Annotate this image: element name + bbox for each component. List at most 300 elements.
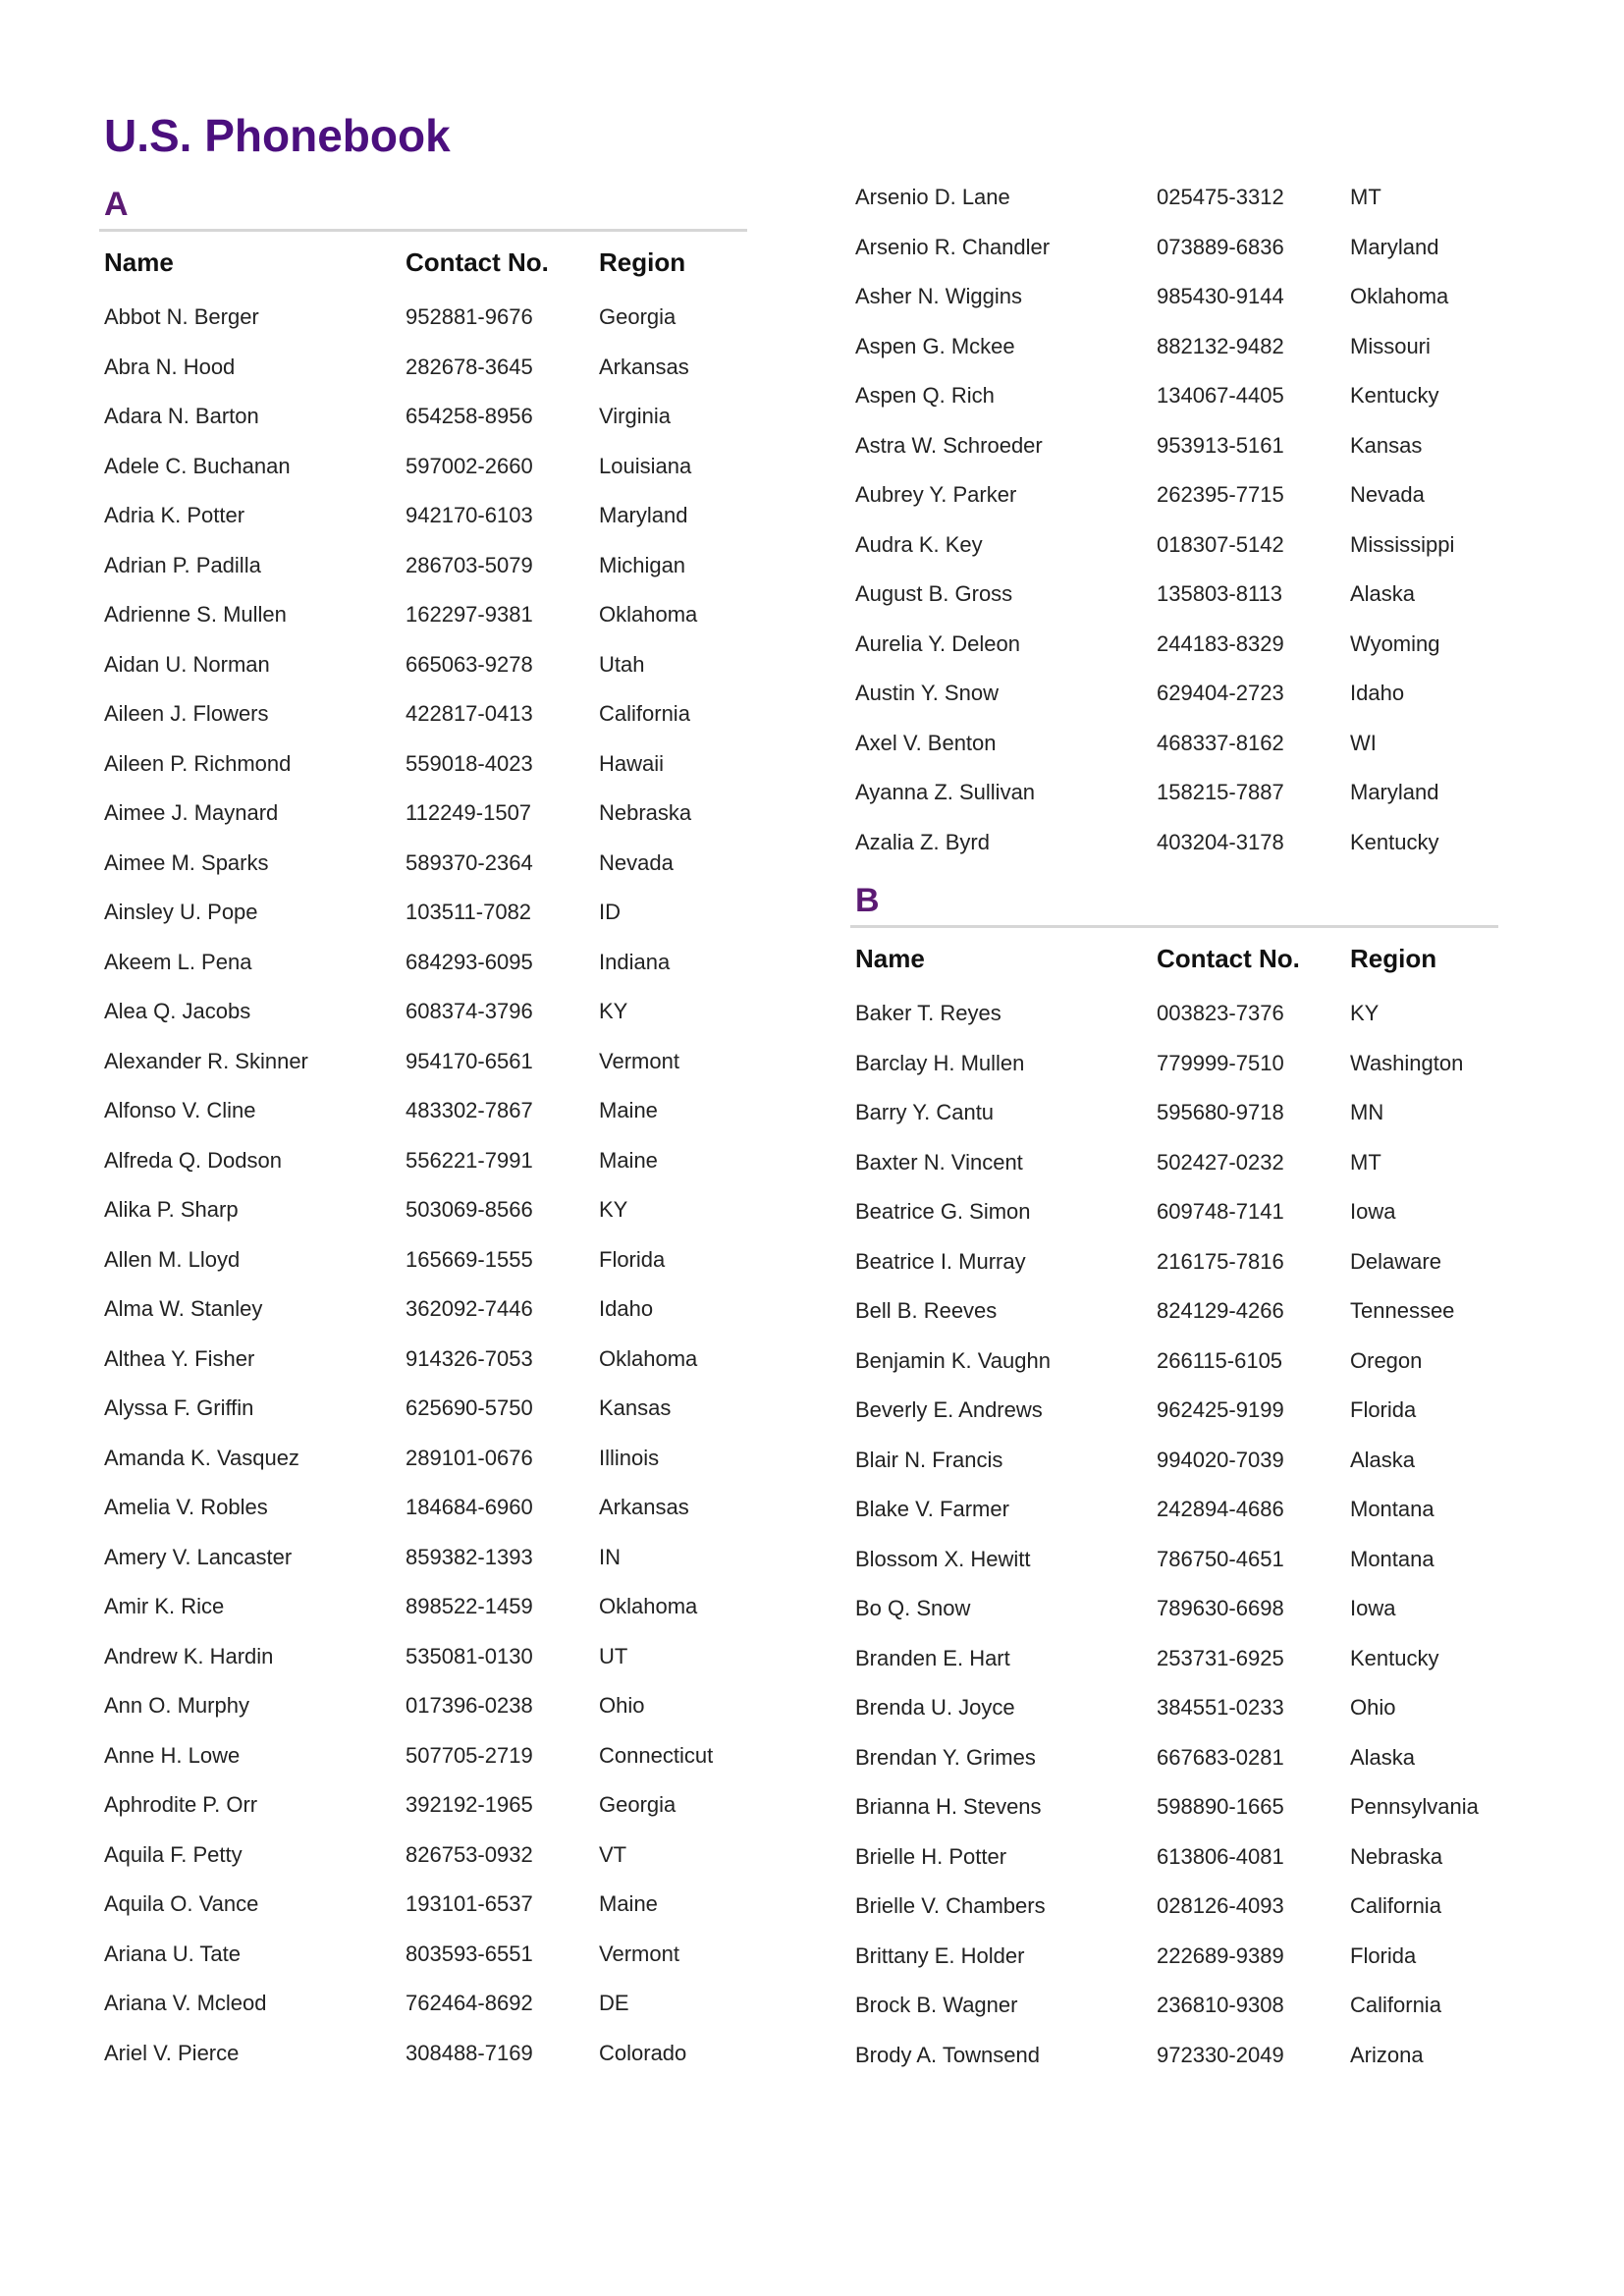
table-row [850, 989, 1498, 1039]
contact-name: Adrian P. Padilla [104, 552, 261, 577]
contact-region: Maryland [599, 503, 688, 528]
contact-number: 025475-3312 [1157, 185, 1284, 210]
contact-number: 184684-6960 [406, 1495, 533, 1520]
contact-number: 608374-3796 [406, 999, 533, 1024]
table-row [99, 938, 747, 988]
contact-number: 502427-0232 [1157, 1149, 1284, 1175]
contact-region: Georgia [599, 1792, 677, 1818]
table-row [850, 669, 1498, 719]
contact-name: Beatrice G. Simon [855, 1199, 1031, 1225]
contact-number: 262395-7715 [1157, 482, 1284, 508]
table-row [850, 1733, 1498, 1783]
contact-name: Aubrey Y. Parker [855, 482, 1017, 508]
contact-region: Nevada [1350, 482, 1425, 508]
contact-number: 882132-9482 [1157, 333, 1284, 358]
contact-name: Brittany E. Holder [855, 1942, 1025, 1968]
table-row [99, 1979, 747, 2029]
contact-name: Beverly E. Andrews [855, 1397, 1043, 1423]
contact-region: Oklahoma [599, 1594, 698, 1619]
section-header-a: A [99, 177, 747, 232]
contact-name: Amir K. Rice [104, 1594, 225, 1619]
table-row [99, 1037, 747, 1087]
contact-region: Washington [1350, 1050, 1464, 1075]
column-header-name: Name [855, 943, 925, 973]
contact-name: Baker T. Reyes [855, 1001, 1001, 1026]
table-row [99, 590, 747, 640]
table-row [99, 1185, 747, 1235]
contact-region: Wyoming [1350, 630, 1440, 656]
contact-region: Kansas [599, 1395, 672, 1421]
contact-name: Anne H. Lowe [104, 1742, 241, 1768]
right-column [850, 173, 1498, 2080]
contact-name: Abra N. Hood [104, 354, 236, 379]
table-row [850, 1088, 1498, 1138]
contact-number: 216175-7816 [1157, 1248, 1284, 1274]
contact-name: Arsenio D. Lane [855, 185, 1010, 210]
contact-number: 158215-7887 [1157, 780, 1284, 805]
contact-name: Bell B. Reeves [855, 1298, 998, 1324]
contact-region: Ohio [1350, 1695, 1396, 1721]
table-row [850, 620, 1498, 670]
contact-region: KY [599, 999, 628, 1024]
table-row [850, 223, 1498, 273]
table-row [99, 293, 747, 343]
contact-name: Aquila O. Vance [104, 1891, 259, 1917]
contact-name: Blossom X. Hewitt [855, 1546, 1031, 1571]
contact-name: Blair N. Francis [855, 1447, 1003, 1472]
contact-name: Beatrice I. Murray [855, 1248, 1026, 1274]
contact-number: 609748-7141 [1157, 1199, 1284, 1225]
contact-name: Alma W. Stanley [104, 1296, 263, 1322]
contact-number: 589370-2364 [406, 849, 533, 875]
contact-name: Ainsley U. Pope [104, 900, 258, 925]
contact-number: 483302-7867 [406, 1098, 533, 1123]
table-row [99, 640, 747, 690]
table-row [850, 1782, 1498, 1832]
contact-number: 193101-6537 [406, 1891, 533, 1917]
contact-region: Idaho [1350, 681, 1405, 706]
contact-name: Adele C. Buchanan [104, 453, 291, 478]
contact-name: Amery V. Lancaster [104, 1544, 293, 1569]
contact-number: 779999-7510 [1157, 1050, 1284, 1075]
contact-number: 597002-2660 [406, 453, 533, 478]
column-header-region: Region [599, 246, 686, 277]
contact-region: Utah [599, 651, 645, 677]
contact-name: Arsenio R. Chandler [855, 234, 1051, 259]
contact-name: August B. Gross [855, 581, 1013, 607]
table-row [850, 1286, 1498, 1337]
table-row [99, 1582, 747, 1632]
table-row [850, 1535, 1498, 1585]
contact-name: Alexander R. Skinner [104, 1048, 308, 1073]
contact-name: Ariana V. Mcleod [104, 1991, 267, 2016]
table-row [850, 768, 1498, 818]
contact-region: KY [1350, 1001, 1380, 1026]
contact-region: Indiana [599, 949, 671, 974]
table-row [99, 987, 747, 1037]
contact-name: Ariana U. Tate [104, 1941, 242, 1966]
contact-region: Nevada [599, 849, 674, 875]
contact-name: Barclay H. Mullen [855, 1050, 1025, 1075]
contact-region: VT [599, 1841, 627, 1867]
contact-region: MT [1350, 185, 1381, 210]
table-row [850, 1634, 1498, 1684]
contact-region: Nebraska [1350, 1843, 1443, 1869]
contact-region: Georgia [599, 304, 677, 330]
contact-name: Brendan Y. Grimes [855, 1744, 1036, 1770]
table-row [850, 570, 1498, 620]
contact-region: Idaho [599, 1296, 654, 1322]
contact-number: 244183-8329 [1157, 630, 1284, 656]
contact-number: 236810-9308 [1157, 1993, 1284, 2018]
contact-region: Hawaii [599, 750, 665, 776]
table-row [850, 1683, 1498, 1733]
table-row [850, 2031, 1498, 2081]
contact-name: Aileen P. Richmond [104, 750, 292, 776]
contact-region: Arizona [1350, 2042, 1424, 2067]
contact-number: 003823-7376 [1157, 1001, 1284, 1026]
contact-name: Brielle V. Chambers [855, 1893, 1046, 1919]
contact-name: Brianna H. Stevens [855, 1794, 1042, 1820]
contact-region: Louisiana [599, 453, 692, 478]
table-row [850, 1832, 1498, 1883]
contact-number: 953913-5161 [1157, 432, 1284, 458]
contact-number: 289101-0676 [406, 1445, 533, 1470]
contact-name: Aspen Q. Rich [855, 383, 995, 409]
contact-region: Pennsylvania [1350, 1794, 1479, 1820]
table-row [850, 371, 1498, 421]
contact-region: Maine [599, 1098, 658, 1123]
contact-number: 684293-6095 [406, 949, 533, 974]
column-header-contact: Contact No. [406, 246, 549, 277]
contact-number: 952881-9676 [406, 304, 533, 330]
contact-number: 384551-0233 [1157, 1695, 1284, 1721]
contact-name: Althea Y. Fisher [104, 1345, 255, 1371]
contact-name: Adrienne S. Mullen [104, 602, 287, 628]
table-row [99, 1731, 747, 1781]
contact-name: Ariel V. Pierce [104, 2040, 240, 2065]
table-row [850, 1485, 1498, 1535]
table-row [99, 739, 747, 790]
table-row [99, 888, 747, 938]
contact-number: 942170-6103 [406, 503, 533, 528]
contact-name: Audra K. Key [855, 531, 983, 557]
contact-number: 253731-6925 [1157, 1645, 1284, 1670]
contact-region: Connecticut [599, 1742, 714, 1768]
contact-number: 625690-5750 [406, 1395, 533, 1421]
contact-region: Ohio [599, 1693, 645, 1719]
contact-name: Brenda U. Joyce [855, 1695, 1015, 1721]
contact-name: Blake V. Farmer [855, 1497, 1009, 1522]
contact-region: Oklahoma [1350, 284, 1449, 309]
contact-region: Florida [1350, 1942, 1417, 1968]
contact-region: Iowa [1350, 1596, 1396, 1621]
contact-region: Alaska [1350, 581, 1416, 607]
contact-number: 503069-8566 [406, 1197, 533, 1223]
contact-number: 135803-8113 [1157, 581, 1283, 607]
contact-number: 914326-7053 [406, 1345, 533, 1371]
contact-number: 898522-1459 [406, 1594, 533, 1619]
contact-name: Alika P. Sharp [104, 1197, 239, 1223]
contact-number: 468337-8162 [1157, 730, 1284, 755]
table-row [99, 1681, 747, 1731]
contact-number: 422817-0413 [406, 701, 533, 727]
contact-region: Vermont [599, 1941, 679, 1966]
contact-name: Alfonso V. Cline [104, 1098, 256, 1123]
contact-number: 803593-6551 [406, 1941, 533, 1966]
table-row [850, 719, 1498, 769]
contact-region: Tennessee [1350, 1298, 1455, 1324]
contact-region: Florida [599, 1246, 666, 1272]
left-column [99, 177, 747, 2078]
table-row [99, 1880, 747, 1930]
contact-name: Axel V. Benton [855, 730, 997, 755]
table-row [99, 1086, 747, 1136]
contact-region: WI [1350, 730, 1377, 755]
table-row [850, 1187, 1498, 1237]
contact-name: Asher N. Wiggins [855, 284, 1022, 309]
contact-name: Allen M. Lloyd [104, 1246, 241, 1272]
contact-name: Amanda K. Vasquez [104, 1445, 299, 1470]
contact-number: 535081-0130 [406, 1643, 533, 1668]
contact-region: Montana [1350, 1546, 1435, 1571]
contact-number: 613806-4081 [1157, 1843, 1284, 1869]
table-row [850, 421, 1498, 471]
contact-name: Aspen G. Mckee [855, 333, 1015, 358]
contact-number: 665063-9278 [406, 651, 533, 677]
table-row [850, 520, 1498, 571]
table-row [850, 1039, 1498, 1089]
contact-number: 654258-8956 [406, 404, 533, 429]
contact-number: 073889-6836 [1157, 234, 1284, 259]
contact-region: Michigan [599, 552, 686, 577]
contact-name: Amelia V. Robles [104, 1495, 268, 1520]
contact-name: Barry Y. Cantu [855, 1100, 995, 1125]
section-a-list [99, 293, 747, 2078]
contact-number: 762464-8692 [406, 1991, 533, 2016]
contact-number: 282678-3645 [406, 354, 533, 379]
contact-name: Branden E. Hart [855, 1645, 1010, 1670]
contact-region: KY [599, 1197, 628, 1223]
contact-name: Astra W. Schroeder [855, 432, 1043, 458]
column-header-name: Name [104, 246, 174, 277]
contact-name: Aimee J. Maynard [104, 800, 279, 826]
contact-number: 134067-4405 [1157, 383, 1284, 409]
section-b-list [850, 989, 1498, 2080]
contact-number: 629404-2723 [1157, 681, 1284, 706]
contact-name: Adara N. Barton [104, 404, 259, 429]
table-row [99, 1285, 747, 1335]
contact-region: Colorado [599, 2040, 687, 2065]
table-row [99, 491, 747, 541]
contact-name: Brock B. Wagner [855, 1993, 1018, 2018]
contact-number: 667683-0281 [1157, 1744, 1284, 1770]
section-header-b: B [850, 873, 1498, 928]
contact-name: Benjamin K. Vaughn [855, 1347, 1051, 1373]
table-row [99, 789, 747, 839]
contact-region: Virginia [599, 404, 671, 429]
table-row [99, 689, 747, 739]
contact-name: Bo Q. Snow [855, 1596, 971, 1621]
table-row [850, 1584, 1498, 1634]
table-header [99, 232, 747, 293]
contact-number: 556221-7991 [406, 1147, 533, 1173]
contact-number: 826753-0932 [406, 1841, 533, 1867]
contact-region: Oklahoma [599, 1345, 698, 1371]
contact-number: 165669-1555 [406, 1246, 533, 1272]
table-row [99, 1235, 747, 1285]
contact-region: California [1350, 1993, 1441, 2018]
contact-region: Maryland [1350, 234, 1439, 259]
contact-number: 028126-4093 [1157, 1893, 1284, 1919]
contact-name: Abbot N. Berger [104, 304, 259, 330]
contact-region: UT [599, 1643, 628, 1668]
contact-name: Aimee M. Sparks [104, 849, 269, 875]
contact-region: Kentucky [1350, 383, 1439, 409]
table-row [99, 1434, 747, 1484]
contact-number: 362092-7446 [406, 1296, 533, 1322]
contact-region: Alaska [1350, 1447, 1416, 1472]
contact-number: 859382-1393 [406, 1544, 533, 1569]
contact-name: Baxter N. Vincent [855, 1149, 1023, 1175]
contact-name: Aurelia Y. Deleon [855, 630, 1020, 656]
contact-number: 103511-7082 [406, 900, 532, 925]
contact-number: 789630-6698 [1157, 1596, 1284, 1621]
table-row [99, 1335, 747, 1385]
contact-region: Oregon [1350, 1347, 1423, 1373]
table-row [99, 1930, 747, 1980]
contact-region: Mississippi [1350, 531, 1455, 557]
contact-region: Arkansas [599, 1495, 689, 1520]
table-row [99, 1483, 747, 1533]
contact-number: 507705-2719 [406, 1742, 533, 1768]
contact-name: Aileen J. Flowers [104, 701, 269, 727]
contact-name: Aquila F. Petty [104, 1841, 243, 1867]
contact-region: Maine [599, 1891, 658, 1917]
contact-number: 392192-1965 [406, 1792, 533, 1818]
table-row [850, 1337, 1498, 1387]
contact-name: Aphrodite P. Orr [104, 1792, 258, 1818]
contact-number: 824129-4266 [1157, 1298, 1284, 1324]
table-row [850, 1138, 1498, 1188]
contact-region: Maine [599, 1147, 658, 1173]
table-row [99, 839, 747, 889]
contact-number: 972330-2049 [1157, 2042, 1284, 2067]
contact-name: Brody A. Townsend [855, 2042, 1040, 2067]
contact-region: Missouri [1350, 333, 1431, 358]
contact-region: Iowa [1350, 1199, 1396, 1225]
contact-region: Maryland [1350, 780, 1439, 805]
table-row [850, 1882, 1498, 1932]
contact-number: 018307-5142 [1157, 531, 1284, 557]
contact-number: 308488-7169 [406, 2040, 533, 2065]
contact-number: 985430-9144 [1157, 284, 1284, 309]
contact-name: Brielle H. Potter [855, 1843, 1007, 1869]
contact-number: 559018-4023 [406, 750, 533, 776]
contact-name: Akeem L. Pena [104, 949, 252, 974]
contact-number: 954170-6561 [406, 1048, 533, 1073]
table-row [99, 541, 747, 591]
table-row [99, 1780, 747, 1831]
table-row [850, 1981, 1498, 2031]
contact-name: Alyssa F. Griffin [104, 1395, 254, 1421]
table-row [99, 442, 747, 492]
table-row [99, 1831, 747, 1881]
contact-number: 286703-5079 [406, 552, 533, 577]
contact-region: Illinois [599, 1445, 660, 1470]
contact-region: Montana [1350, 1497, 1435, 1522]
contact-region: Kentucky [1350, 1645, 1439, 1670]
table-row [850, 1237, 1498, 1287]
contact-region: DE [599, 1991, 629, 2016]
contact-name: Austin Y. Snow [855, 681, 999, 706]
contact-number: 112249-1507 [406, 800, 532, 826]
table-header [850, 928, 1498, 989]
table-row [850, 272, 1498, 322]
contact-name: Alfreda Q. Dodson [104, 1147, 282, 1173]
table-row [850, 1436, 1498, 1486]
table-row [850, 1386, 1498, 1436]
table-row [99, 343, 747, 393]
contact-number: 595680-9718 [1157, 1100, 1284, 1125]
contact-region: Alaska [1350, 1744, 1416, 1770]
contact-name: Adria K. Potter [104, 503, 245, 528]
contact-name: Alea Q. Jacobs [104, 999, 251, 1024]
contact-region: ID [599, 900, 621, 925]
contact-region: Vermont [599, 1048, 679, 1073]
contact-number: 242894-4686 [1157, 1497, 1284, 1522]
contact-region: California [599, 701, 690, 727]
contact-region: California [1350, 1893, 1441, 1919]
table-row [99, 1384, 747, 1434]
table-row [99, 2029, 747, 2079]
table-row [850, 470, 1498, 520]
table-row [99, 1533, 747, 1583]
contact-region: Kansas [1350, 432, 1423, 458]
contact-number: 598890-1665 [1157, 1794, 1284, 1820]
contact-region: Oklahoma [599, 602, 698, 628]
contact-name: Andrew K. Hardin [104, 1643, 274, 1668]
contact-region: Arkansas [599, 354, 689, 379]
contact-name: Ann O. Murphy [104, 1693, 249, 1719]
column-header-region: Region [1350, 943, 1437, 973]
table-row [850, 1932, 1498, 1982]
table-row [850, 818, 1498, 868]
table-row [99, 392, 747, 442]
contact-region: Nebraska [599, 800, 692, 826]
table-row [99, 1632, 747, 1682]
section-a-continued-list [850, 173, 1498, 867]
contact-number: 266115-6105 [1157, 1347, 1283, 1373]
contact-number: 162297-9381 [406, 602, 533, 628]
contact-region: IN [599, 1544, 621, 1569]
contact-name: Aidan U. Norman [104, 651, 270, 677]
contact-number: 994020-7039 [1157, 1447, 1284, 1472]
column-header-contact: Contact No. [1157, 943, 1300, 973]
contact-name: Azalia Z. Byrd [855, 829, 990, 854]
contact-number: 403204-3178 [1157, 829, 1284, 854]
page-title: U.S. Phonebook [104, 110, 451, 161]
contact-region: MN [1350, 1100, 1384, 1125]
table-row [99, 1136, 747, 1186]
contact-region: Kentucky [1350, 829, 1439, 854]
contact-region: Delaware [1350, 1248, 1441, 1274]
contact-number: 962425-9199 [1157, 1397, 1284, 1423]
contact-number: 222689-9389 [1157, 1942, 1284, 1968]
contact-region: Florida [1350, 1397, 1417, 1423]
contact-number: 017396-0238 [406, 1693, 533, 1719]
contact-region: MT [1350, 1149, 1381, 1175]
